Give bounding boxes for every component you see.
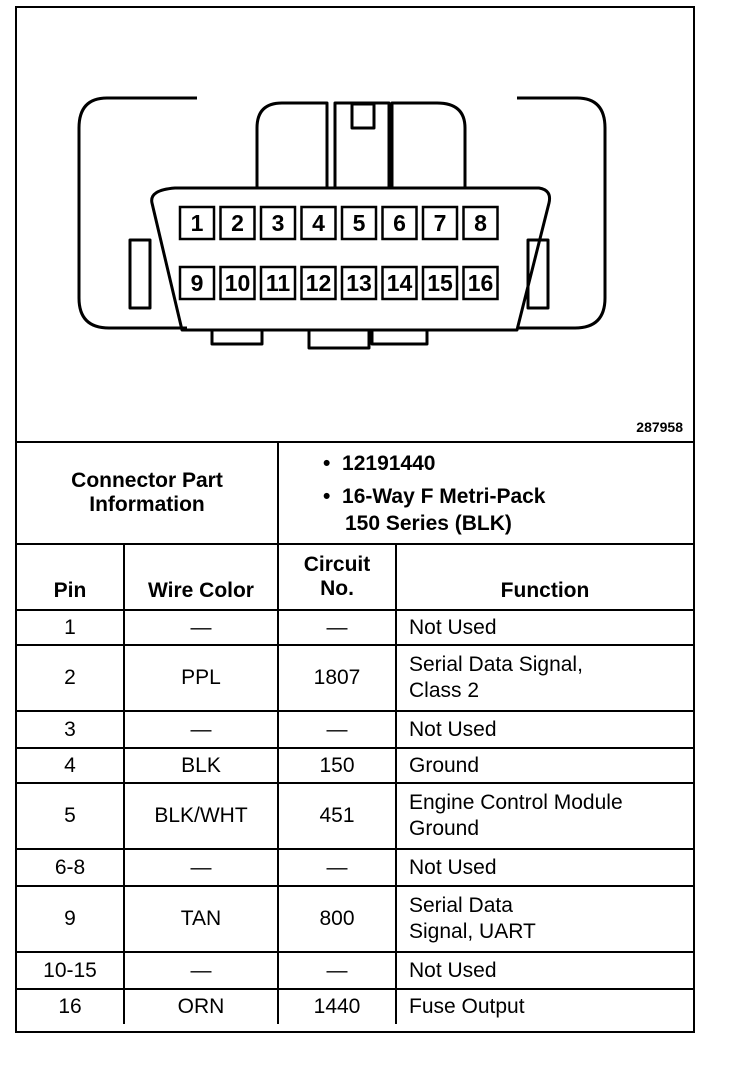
part-info-row [17, 442, 693, 544]
part-description-line1: 16-Way F Metri-Pack [342, 484, 546, 508]
function-line: Not Used [409, 958, 497, 982]
part-info-label [17, 442, 278, 544]
table-row [17, 886, 693, 952]
header-function: Function [396, 544, 693, 610]
bullet: • [323, 451, 331, 475]
pin-row-top [180, 207, 498, 239]
connector-info-table [17, 441, 693, 1024]
function-cell [396, 989, 693, 1024]
pin-label: 10 [224, 270, 251, 296]
wire-color-cell: — [124, 711, 278, 748]
pin-cell: 10-15 [17, 952, 124, 989]
table-row [17, 989, 693, 1024]
table-row [17, 849, 693, 886]
wire-color-cell: — [124, 610, 278, 645]
connector-right-lobe [517, 98, 605, 328]
wire-color-cell: BLK [124, 748, 278, 783]
circuit-cell: 1807 [278, 645, 396, 711]
circuit-cell: — [278, 849, 396, 886]
pin-label: 7 [433, 210, 447, 236]
pin-label: 8 [474, 210, 487, 236]
wire-color-cell: TAN [124, 886, 278, 952]
function-line: Class 2 [409, 679, 480, 702]
wire-color-cell: ORN [124, 989, 278, 1024]
function-line: Not Used [409, 717, 497, 741]
part-description-line2: 150 Series (BLK) [345, 511, 512, 535]
function-cell [396, 748, 693, 783]
pin-label: 1 [190, 210, 204, 236]
function-line: Fuse Output [409, 995, 525, 1018]
header-wire-color: Wire Color [124, 544, 278, 610]
wire-color-cell: — [124, 849, 278, 886]
pin-label: 9 [190, 270, 204, 296]
function-line: Ground [409, 753, 480, 777]
connector-face [152, 188, 550, 330]
function-line: Serial Data [409, 894, 513, 917]
header-row [17, 544, 693, 610]
pin-label: 5 [352, 210, 366, 236]
part-info-values [278, 442, 693, 544]
pin-cell: 3 [17, 711, 124, 748]
wire-color-cell: BLK/WHT [124, 783, 278, 849]
function-line: Not Used [409, 615, 497, 639]
pin-label: 14 [386, 270, 413, 296]
part-number: 12191440 [342, 451, 436, 475]
circuit-cell: — [278, 610, 396, 645]
table-row [17, 610, 693, 645]
connector-sheet [15, 6, 695, 1033]
function-cell [396, 886, 693, 952]
wire-color-cell: PPL [124, 645, 278, 711]
function-line: Engine Control Module [409, 791, 623, 814]
function-line: Signal, UART [409, 920, 536, 943]
figure-number: 287958 [636, 419, 683, 435]
circuit-cell: 451 [278, 783, 396, 849]
header-circuit-line2: No. [320, 577, 354, 600]
table-row [17, 645, 693, 711]
table-row [17, 748, 693, 783]
pin-label: 6 [393, 210, 406, 236]
pin-cell: 6-8 [17, 849, 124, 886]
pin-label: 13 [346, 270, 372, 296]
bullet: • [323, 484, 331, 508]
header-circuit-line1: Circuit [303, 553, 371, 576]
table-row [17, 783, 693, 849]
pin-cell: 4 [17, 748, 124, 783]
part-info-label-line2: Information [89, 493, 205, 516]
function-line: Ground [409, 817, 480, 840]
table-row [17, 711, 693, 748]
pin-cell: 1 [17, 610, 124, 645]
function-cell [396, 610, 693, 645]
function-cell [396, 849, 693, 886]
function-line: Serial Data Signal, [409, 653, 583, 676]
header-pin: Pin [17, 544, 124, 610]
circuit-cell: 800 [278, 886, 396, 952]
function-cell [396, 711, 693, 748]
function-line: Not Used [409, 855, 497, 879]
pin-cell: 2 [17, 645, 124, 711]
pin-cell: 16 [17, 989, 124, 1024]
pin-label: 12 [305, 270, 332, 296]
header-circuit-no [278, 544, 396, 610]
circuit-cell: — [278, 711, 396, 748]
pin-cell: 5 [17, 783, 124, 849]
pin-label: 2 [231, 210, 244, 236]
part-info-label-line1: Connector Part [71, 469, 223, 492]
pin-label: 11 [265, 270, 291, 296]
table-row [17, 952, 693, 989]
pin-label: 16 [467, 270, 494, 296]
pin-label: 15 [427, 270, 453, 296]
circuit-cell: 150 [278, 748, 396, 783]
circuit-cell: — [278, 952, 396, 989]
circuit-cell: 1440 [278, 989, 396, 1024]
pin-cell: 9 [17, 886, 124, 952]
pin-label: 4 [312, 210, 325, 236]
function-cell [396, 952, 693, 989]
pin-row-bottom [180, 267, 498, 299]
wire-color-cell: — [124, 952, 278, 989]
connector-diagram [17, 8, 693, 441]
function-cell [396, 783, 693, 849]
function-cell [396, 645, 693, 711]
pin-label: 3 [271, 210, 285, 236]
